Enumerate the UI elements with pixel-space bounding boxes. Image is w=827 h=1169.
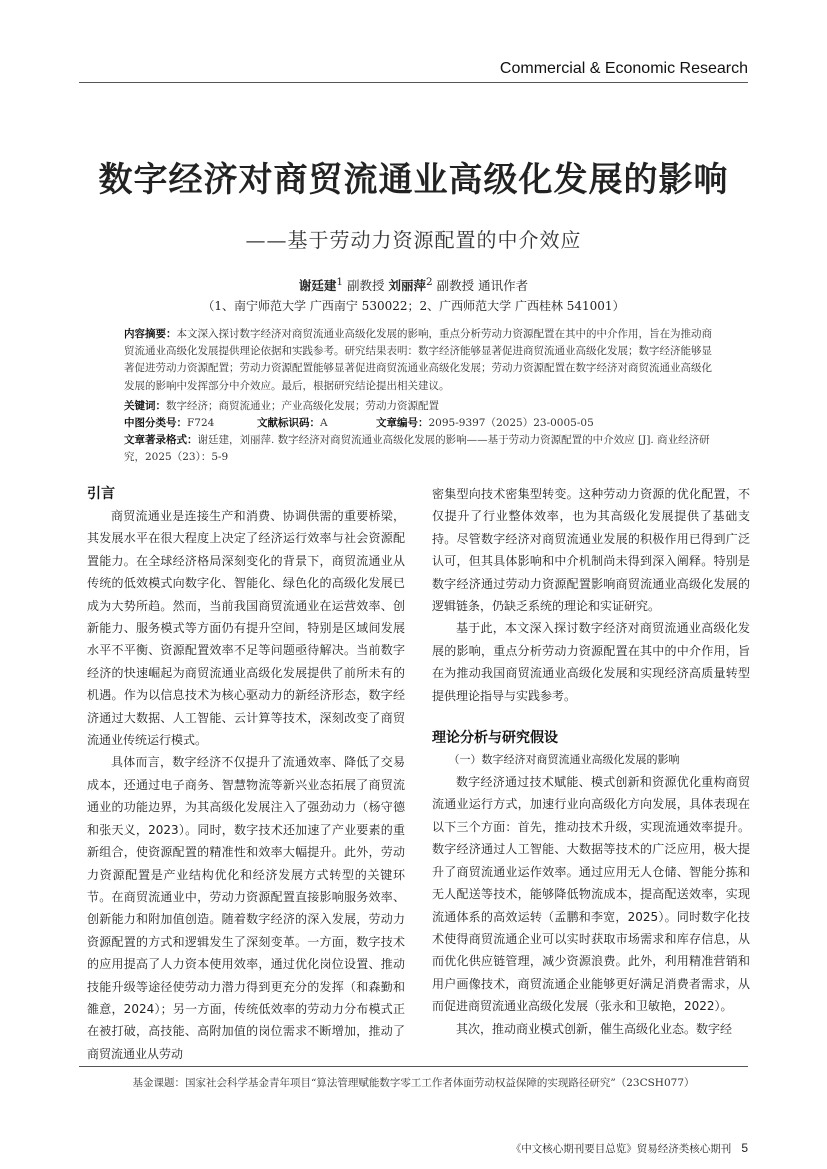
page-number: 5 xyxy=(741,1141,748,1155)
page-footer xyxy=(511,1141,748,1156)
citation-text: 谢廷建，刘丽萍. 数字经济对商贸流通业高级化发展的影响——基于劳动力资源配置的中介效应 [J]. 商业经济研究，2025（23）：5-9 xyxy=(124,434,710,464)
citation xyxy=(124,432,714,466)
paragraph: 数字经济通过技术赋能、模式创新和资源优化重构商贸流通业运行方式，加速行业向高级化方向发展，具体表现在以下三个方面：首先，推动技术升级，实现流通效率提升。数字经济通过人工智能、大数据等技术的广泛应用，极大提升了商贸流通业运作效率。通过应用无人仓储、智能分拣和无人配送等技术，能够降低物流成本，提高配送效率，实现流通体系的高效运转（孟鹏和李宽，2025）。同时数字化技术使得商贸流通企业可以实时获取市场需求和库存信息，从而优化供应链管理，减少资源浪费。此外，利用精准营销和用户画像技术，商贸流通企业能够更好满足消费者需求，从而促进商贸流通业高级化发展（张永和卫敏艳，2022）。 xyxy=(432,775,750,1014)
paragraph: 商贸流通业是连接生产和消费、协调供需的重要桥梁，其发展水平在很大程度上决定了经济运行效率与社会资源配置能力。在全球经济格局深刻变化的背景下，商贸流通业从传统的低效模式向数字化、智能化、绿色化的高级化发展已成为大势所趋。然而，当前我国商贸流通业在运营效率、创新能力、服务模式等方面仍有提升空间，特别是区域间发展水平不平衡、资源配置效率不足等问题亟待解决。当前数字经济的快速崛起为商贸流通业高级化发展提供了前所未有的机遇。作为以信息技术为核心驱动力的新经济形态，数字经济通过大数据、人工智能、云计算等技术，深刻改变了商贸流通业传统运行模式。 xyxy=(87,509,405,748)
article-title: 数字经济对商贸流通业高级化发展的影响 xyxy=(98,160,729,200)
article-subtitle: ——基于劳动力资源配置的中介效应 xyxy=(245,228,582,252)
abstract xyxy=(124,326,714,395)
section-heading-theory: 理论分析与研究假设 xyxy=(432,730,558,747)
classification-row xyxy=(124,415,714,432)
paragraph: 密集型向技术密集型转变。这种劳动力资源的优化配置，不仅提升了行业整体效率，也为其高级化发展提供了基础支持。尽管数字经济对商贸流通业发展的积极作用已得到广泛认可，但其具体影响和中介机制尚未得到深入阐释。特别是数字经济通过劳动力资源配置影响商贸流通业高级化发展的逻辑链条，仍缺乏系统的理论和实证研究。 xyxy=(432,487,750,614)
journal-note: 《中文核心期刊要目总览》贸易经济类核心期刊 xyxy=(510,1143,732,1155)
keywords xyxy=(124,398,714,415)
header-rule xyxy=(79,82,748,83)
affiliations: （1、南宁师范大学 广西南宁 530022；2、广西师范大学 广西桂林 541001） xyxy=(202,299,625,313)
left-column xyxy=(87,483,405,1065)
paragraph: 其次，推动商业模式创新，催生高级化业态。数字经 xyxy=(456,1021,733,1036)
right-column xyxy=(432,483,750,1040)
abstract-text: 本文深入探讨数字经济对商贸流通业高级化发展的影响，重点分析劳动力资源配置在其中的中介作用，旨在为推动商贸流通业高级化发展提供理论依据和实践参考。研究结果表明：数字经济能够显著促进商贸流通业高级化发展；数字经济能够显著促进劳动力资源配置；劳动力资源配置能够显著促进商贸流通业高级化发展；劳动力资源配置在数字经济对商贸流通业高级化发展的影响中发挥部分中介效应。最后，根据研究结论提出相关建议。 xyxy=(124,328,712,392)
keywords-text: 数字经济；商贸流通业；产业高级化发展；劳动力资源配置 xyxy=(166,400,439,412)
subsection-heading: （一）数字经济对商贸流通业高级化发展的影响 xyxy=(448,753,680,767)
doc-code-value: A xyxy=(320,417,328,429)
clc-value: F724 xyxy=(187,417,215,429)
article-no-value: 2095-9397（2025）23-0005-05 xyxy=(428,417,594,429)
paragraph: 具体而言，数字经济不仅提升了流通效率、降低了交易成本，还通过电子商务、智慧物流等新兴业态拓展了商贸流通业的功能边界，为其高级化发展注入了强劲动力（杨守德和张天义，2023）。同时，数字技术还加速了产业要素的重新组合，使资源配置的精准性和效率大幅提升。此外，劳动力资源配置是产业结构优化和经济发展方式转型的关键环节。在商贸流通业中，劳动力资源配置直接影响服务效率、创新能力和附加值创造。随着数字经济的深入发展，劳动力资源配置的方式和逻辑发生了深刻变革。一方面，数字技术的应用提高了人力资本使用效率，通过优化岗位设置、推动技能升级等途径使劳动力潜力得到更充分的发挥（和森勤和雒意，2024）；另一方面，传统低效率的劳动力分布模式正在被打破，高技能、高附加值的岗位需求不断增加，推动了商贸流通业从劳动 xyxy=(87,755,405,1061)
keywords-label: 关键词： xyxy=(124,400,166,412)
running-title: Commercial & Economic Research xyxy=(499,60,748,77)
author-name: 谢廷建 xyxy=(298,278,337,294)
author-role: 副教授 xyxy=(343,278,389,294)
author-role: 副教授 通讯作者 xyxy=(432,278,529,294)
footnote-rule xyxy=(79,1066,748,1067)
citation-label: 文章著录格式： xyxy=(124,434,198,446)
author-name: 刘丽萍 xyxy=(388,278,427,294)
article-no-label: 文章编号： xyxy=(376,417,429,429)
doc-code-label: 文献标识码： xyxy=(257,417,320,429)
author-line xyxy=(0,276,827,294)
author-affil-mark: 2 xyxy=(426,276,433,288)
paragraph: 基于此，本文深入探讨数字经济对商贸流通业高级化发展的影响，重点分析劳动力资源配置在其中的中介作用，旨在为推动我国商贸流通业高级化发展和实现经济高质量转型提供理论指导与实践参考。 xyxy=(432,621,750,703)
section-heading-intro: 引言 xyxy=(87,486,115,502)
abstract-label: 内容摘要： xyxy=(124,328,177,340)
clc-label: 中图分类号： xyxy=(124,417,187,429)
author-affil-mark: 1 xyxy=(336,276,344,288)
funding-note: 基金课题：国家社会科学基金青年项目“算法管理赋能数字零工工作者体面劳动权益保障的实现路径研究”（23CSH077） xyxy=(132,1077,695,1089)
